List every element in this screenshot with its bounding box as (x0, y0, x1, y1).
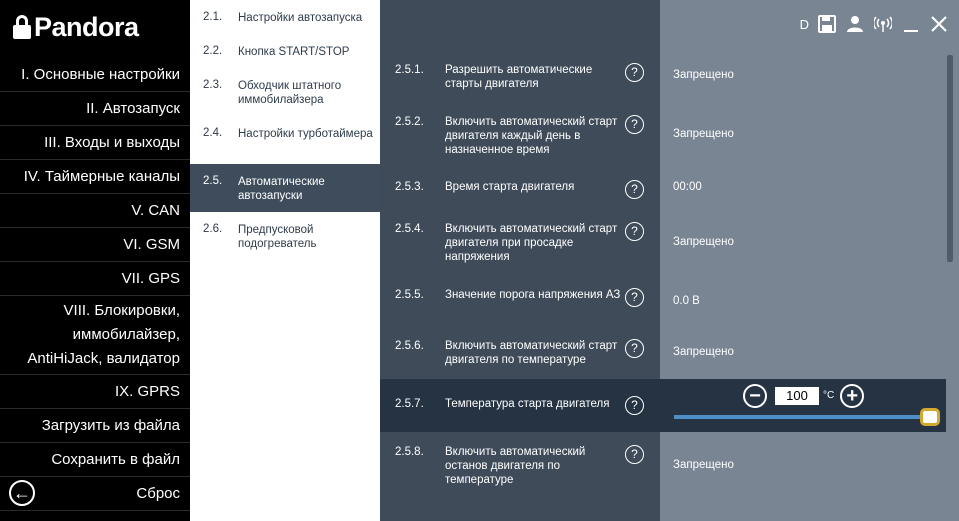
submenu (190, 0, 380, 521)
setting-label: Разрешить автоматические старты двигателя (445, 64, 593, 90)
scrollbar[interactable] (947, 55, 953, 262)
lock-icon (12, 15, 32, 39)
sidebar-item-autostart[interactable]: II. Автозапуск (0, 92, 190, 126)
help-icon[interactable]: ? (625, 115, 644, 134)
help-icon[interactable]: ? (625, 180, 644, 199)
temperature-slider-thumb[interactable] (920, 408, 940, 426)
logo-text: Pandora (34, 11, 139, 42)
help-icon[interactable]: ? (625, 445, 644, 464)
submenu-item-turbo-timer[interactable] (190, 116, 380, 164)
submenu-item-number: 2.5. (203, 175, 223, 187)
setting-number: 2.5.5. (395, 289, 424, 301)
submenu-item-label: Кнопка START/STOP (238, 46, 350, 58)
minus-icon[interactable]: − (743, 384, 767, 408)
setting-label: Включить автоматический старт двигателя каждый день в назначенное время (445, 116, 618, 156)
wireless-icon[interactable] (873, 14, 893, 34)
submenu-item-label: Настройки автозапуска (238, 12, 363, 24)
help-icon[interactable]: ? (625, 222, 644, 241)
pandora-logo (12, 10, 139, 44)
close-icon[interactable] (929, 14, 949, 34)
sidebar-item-reset[interactable]: Сброс (0, 477, 190, 511)
setting-number: 2.5.7. (395, 398, 424, 410)
help-icon[interactable]: ? (625, 63, 644, 82)
minimize-icon[interactable] (901, 14, 921, 34)
setting-label: Время старта двигателя (445, 181, 575, 193)
sidebar-item-gprs[interactable]: IX. GPRS (0, 375, 190, 409)
setting-number: 2.5.3. (395, 181, 424, 193)
setting-row-voltage-start[interactable] (380, 221, 946, 267)
setting-label: Включить автоматический старт двигателя при просадке напряжения (445, 223, 618, 263)
setting-value[interactable]: Запрещено (673, 69, 734, 81)
setting-number: 2.5.1. (395, 64, 424, 76)
submenu-item-number: 2.4. (203, 127, 223, 139)
values-panel-footer (660, 498, 946, 521)
temperature-unit: °C (823, 390, 835, 401)
submenu-item-number: 2.6. (203, 223, 223, 235)
temperature-slider-track[interactable] (674, 415, 926, 419)
setting-row-daily-start[interactable] (380, 114, 946, 160)
save-icon[interactable] (817, 14, 837, 34)
submenu-item-immobilizer-bypass[interactable] (190, 68, 380, 116)
setting-value[interactable]: Запрещено (673, 459, 734, 471)
sidebar-nav (0, 58, 190, 511)
sidebar-item-save-file[interactable]: Сохранить в файл (0, 443, 190, 477)
sidebar-item-gsm[interactable]: VI. GSM (0, 228, 190, 262)
sidebar-item-gps[interactable]: VII. GPS (0, 262, 190, 296)
setting-label: Включить автоматический старт двигателя по температуре (445, 340, 618, 366)
setting-label: Включить автоматический останов двигателя по температуре (445, 446, 586, 486)
plus-icon[interactable]: + (840, 384, 864, 408)
help-icon[interactable]: ? (625, 288, 644, 307)
user-icon[interactable] (845, 14, 865, 34)
sidebar (0, 0, 190, 521)
back-arrow-icon[interactable]: ← (9, 480, 35, 506)
mode-indicator[interactable]: D (799, 16, 809, 32)
setting-value[interactable]: Запрещено (673, 346, 734, 358)
sidebar-item-immobilizer[interactable]: VIII. Блокировки, иммобилайзер, AntiHiJack, валидатор (0, 296, 190, 375)
submenu-item-number: 2.1. (203, 11, 223, 23)
temperature-input[interactable]: 100 (775, 387, 819, 405)
setting-number: 2.5.4. (395, 223, 424, 235)
setting-number: 2.5.8. (395, 446, 424, 458)
setting-row-temperature-stop[interactable] (380, 444, 946, 490)
sidebar-item-load-file[interactable]: Загрузить из файла (0, 409, 190, 443)
setting-label: Значение порога напряжения АЗ (445, 289, 621, 301)
submenu-item-label: Предпусковой подогреватель (238, 224, 317, 250)
setting-label: Температура старта двигателя (445, 398, 610, 410)
setting-row-start-time[interactable] (380, 180, 946, 202)
setting-value[interactable]: Запрещено (673, 236, 734, 248)
submenu-item-autostart-settings[interactable] (190, 0, 380, 34)
submenu-item-label: Настройки турботаймера (238, 128, 373, 140)
submenu-item-label: Автоматические автозапуски (238, 176, 325, 202)
sidebar-item-inputs-outputs[interactable]: III. Входы и выходы (0, 126, 190, 160)
setting-row-allow-autostart[interactable] (380, 62, 946, 102)
setting-row-voltage-threshold[interactable] (380, 287, 946, 319)
submenu-item-preheater[interactable] (190, 212, 380, 260)
help-icon[interactable]: ? (625, 396, 644, 415)
window-toolbar (800, 14, 949, 34)
setting-value[interactable]: 00:00 (673, 181, 702, 193)
temperature-stepper (743, 384, 864, 408)
setting-number: 2.5.6. (395, 340, 424, 352)
setting-number: 2.5.2. (395, 116, 424, 128)
setting-row-temperature-start[interactable] (380, 338, 946, 370)
setting-value[interactable]: 0.0 В (673, 295, 700, 307)
sidebar-item-can[interactable]: V. CAN (0, 194, 190, 228)
submenu-item-label: Обходчик штатного иммобилайзера (238, 80, 342, 106)
submenu-item-number: 2.3. (203, 79, 223, 91)
setting-value[interactable]: Запрещено (673, 128, 734, 140)
submenu-item-start-stop[interactable] (190, 34, 380, 68)
submenu-item-auto-starts[interactable] (190, 164, 380, 212)
help-icon[interactable]: ? (625, 339, 644, 358)
sidebar-item-basic-settings[interactable]: I. Основные настройки (0, 58, 190, 92)
sidebar-item-timer-channels[interactable]: IV. Таймерные каналы (0, 160, 190, 194)
submenu-item-number: 2.2. (203, 45, 223, 57)
